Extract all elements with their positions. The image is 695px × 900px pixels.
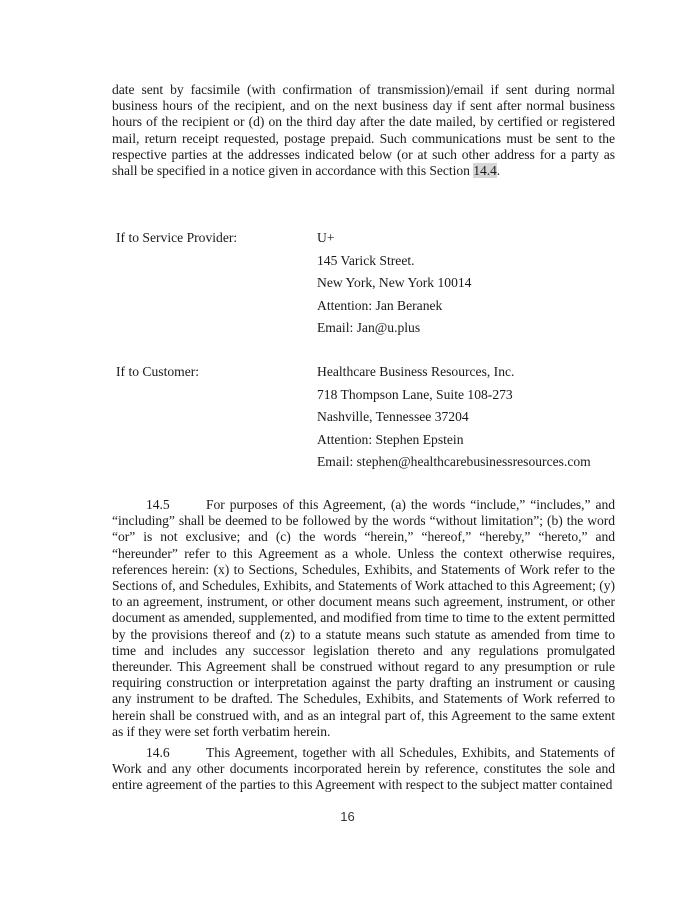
service-provider-name: U+ bbox=[317, 230, 335, 245]
service-provider-label: If to Service Provider: bbox=[116, 230, 238, 245]
customer-attention: Attention: Stephen Epstein bbox=[317, 431, 464, 447]
notice-text: date sent by facsimile (with confirmation of transmission)/email if sent during normal business hours of the recipient, and on the next business day if sent after normal business hours of the recipient or (d) on the third day after the date mailed, by certified or registered mail, return receipt requested, postage prepaid. Such communications must be sent to the respective parties at the addresses indicated below (or at such other address for a party as shall be specified in a notice given in accordance with this Section bbox=[112, 82, 615, 179]
page-number: 16 bbox=[340, 809, 355, 824]
section-text: This Agreement, together with all Schedules, Exhibits, and Statements of Work and any other documents incorporated herein by reference, constitutes the sole and entire agreement of the parties to this Agreement with respect to the subject matter contained bbox=[112, 745, 615, 793]
section-number: 14.6 bbox=[146, 745, 170, 760]
section-number: 14.5 bbox=[146, 497, 170, 512]
notice-text-end: . bbox=[496, 163, 501, 179]
section-reference-highlight[interactable]: 14.4 bbox=[473, 163, 497, 179]
customer-email: Email: stephen@healthcarebusinessresources.com bbox=[317, 454, 591, 469]
section-14-6 bbox=[112, 745, 615, 794]
service-provider-street: 145 Varick Street. bbox=[317, 252, 415, 268]
notice-paragraph bbox=[112, 82, 615, 179]
service-provider-address bbox=[317, 227, 471, 340]
customer-address bbox=[317, 361, 591, 474]
customer-name: Healthcare Business Resources, Inc. bbox=[317, 364, 515, 379]
section-14-5 bbox=[112, 497, 615, 740]
service-provider-attention: Attention: Jan Beranek bbox=[317, 297, 443, 313]
service-provider-email: Email: Jan@u.plus bbox=[317, 320, 421, 335]
section-text: For purposes of this Agreement, (a) the words “include,” “includes,” and “including” shall be deemed to be followed by the words “without limitation”; (b) the word “or” is not exclusive; and (c) the words “herein,” “hereof,” “hereby,” “hereto,” and “hereunder” refer to this Agreement as a whole. Unless the context otherwise requires, references herein: (x) to Sections, Schedules, Exhibits, and Statements of Work refer to the Sections of, and Schedules, Exhibits, and Statements of Work attached to this Agreement; (y) to an agreement, instrument, or other document means such agreement, instrument, or other document as amended, supplemented, and modified from time to time to the extent permitted by the provisions thereof and (z) to a statute means such statute as amended from time to time and includes any successor legislation thereto and any regulations promulgated thereunder. This Agreement shall be construed without regard to any presumption or rule requiring construction or interpretation against the party drafting an instrument or causing any instrument to be drafted. The Schedules, Exhibits, and Statements of Work referred to herein shall be construed with, and as an integral part of, this Agreement to the same extent as if they were set forth verbatim herein. bbox=[112, 497, 615, 739]
service-provider-city: New York, New York 10014 bbox=[317, 275, 472, 290]
customer-city: Nashville, Tennessee 37204 bbox=[317, 409, 469, 424]
customer-label: If to Customer: bbox=[116, 364, 200, 379]
customer-street: 718 Thompson Lane, Suite 108-273 bbox=[317, 386, 513, 402]
